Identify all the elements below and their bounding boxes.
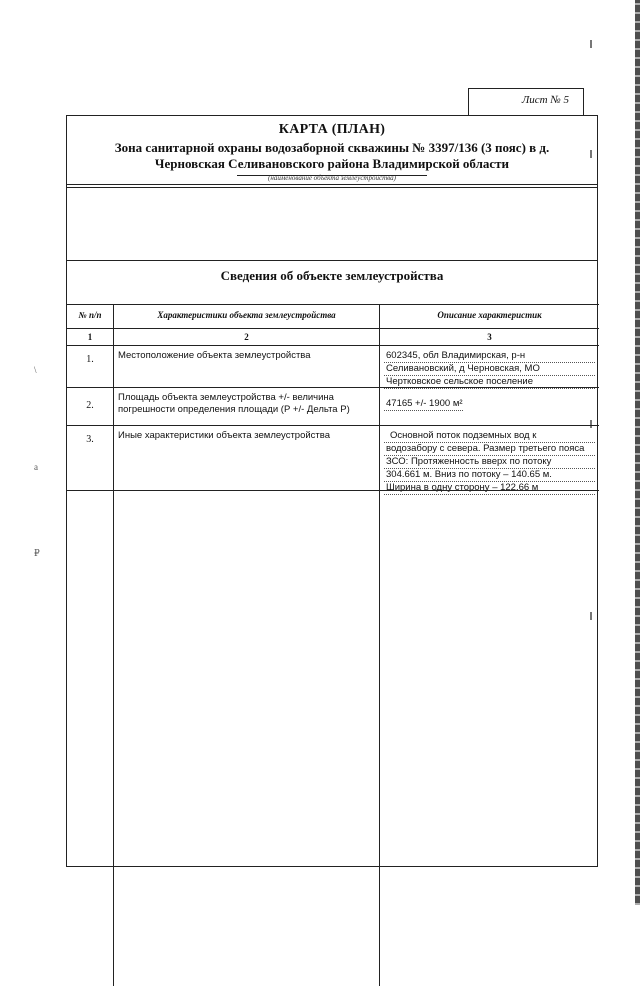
row-index: 3. xyxy=(86,434,94,445)
row-characteristic: Площадь объекта землеустройства +/- величина погрешности определения площади (Р +/- Дельта Р) xyxy=(113,388,379,426)
column-number: 1 xyxy=(87,332,93,342)
row-description xyxy=(379,426,599,986)
divider xyxy=(67,187,597,188)
description-line: 602345, обл Владимирская, р-н xyxy=(384,350,595,363)
row-characteristic: Местоположение объекта землеустройства xyxy=(113,346,379,388)
scan-tick xyxy=(590,40,592,48)
description-line: Основной поток подземных вод к xyxy=(384,430,595,443)
table-row xyxy=(67,387,599,426)
description-line: ЗСО: Протяженность вверх по потоку xyxy=(384,456,595,469)
table-row xyxy=(67,345,599,388)
row-characteristic: Иные характеристики объекта землеустройства xyxy=(113,426,379,986)
column-header-description: Описание характеристик xyxy=(379,305,599,329)
sheet-number-label: Лист № 5 xyxy=(521,94,569,106)
description-line: Ширина в одну сторону – 122.66 м xyxy=(384,482,595,495)
row-index: 2. xyxy=(86,400,94,411)
sheet-number-box xyxy=(468,88,584,115)
divider xyxy=(67,260,597,261)
table-row-divider xyxy=(379,425,599,426)
scan-edge-artifact xyxy=(635,0,640,905)
column-header-index: № п/п xyxy=(78,310,102,320)
margin-mark: \ xyxy=(34,365,37,375)
divider xyxy=(67,184,597,185)
description-line: 47165 +/- 1900 м² xyxy=(386,398,463,409)
column-number: 2 xyxy=(113,329,379,346)
section-title: Сведения об объекте землеустройства xyxy=(220,268,444,283)
table-row xyxy=(67,425,599,986)
margin-mark: a xyxy=(34,462,38,472)
document-frame xyxy=(66,115,598,867)
description-line: Селивановский, д Черновская, МО xyxy=(384,363,595,376)
document-subtitle xyxy=(75,140,589,172)
subtitle-line-2: Черновская Селивановского района Владимирской области xyxy=(154,156,510,171)
subtitle-line-1: Зона санитарной охраны водозаборной скважины № 3397/136 (3 пояс) в д. xyxy=(114,140,550,155)
row-index: 1. xyxy=(86,354,94,365)
margin-mark: ₽ xyxy=(34,548,40,558)
row-description xyxy=(379,346,599,388)
row-description xyxy=(379,388,599,426)
description-line: 304.661 м. Вниз по потоку – 140.65 м. xyxy=(384,469,595,482)
table-header-row xyxy=(67,304,599,329)
description-line: Чертковское сельское поселение xyxy=(384,376,595,389)
description-line: водозабору с севера. Размер третьего пояса xyxy=(384,443,595,456)
table-number-row xyxy=(67,328,599,346)
column-header-characteristic: Характеристики объекта землеустройства xyxy=(113,305,379,329)
document-title: КАРТА (ПЛАН) xyxy=(278,122,386,137)
object-caption: (наименование объекта землеустройства) xyxy=(268,174,396,182)
table-bottom-rule xyxy=(67,490,599,491)
column-number: 3 xyxy=(379,329,599,346)
